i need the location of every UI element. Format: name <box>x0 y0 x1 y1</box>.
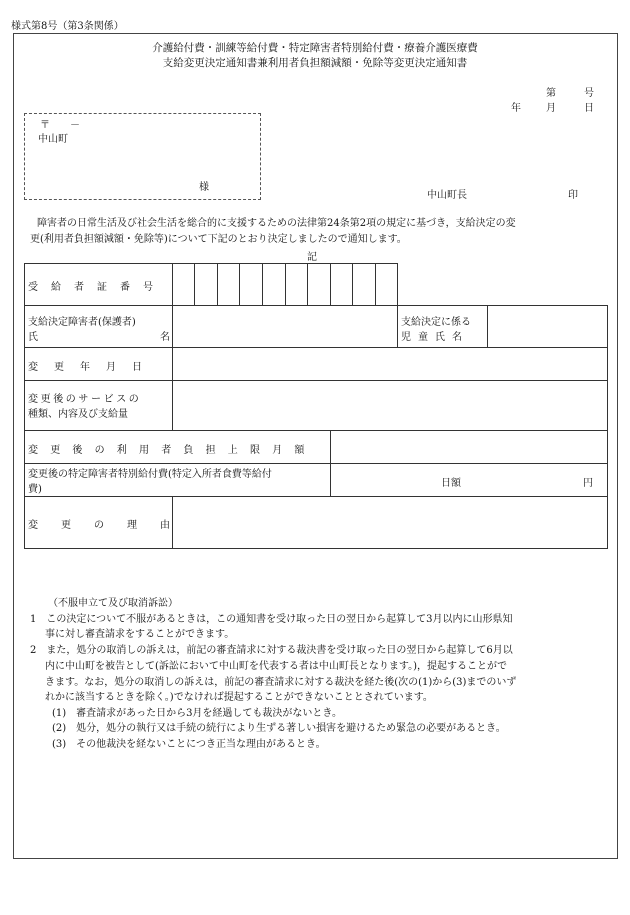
appeal-p1-line2: 事に対し審査請求をすることができます。 <box>45 629 235 640</box>
doc-no-dai: 第 <box>546 88 556 99</box>
appeal-heading: （不服申立て及び取消訴訟） <box>48 598 178 609</box>
title-line-1: 介護給付費・訓練等給付費・特定障害者特別給付費・療養介護医療費 <box>152 42 478 54</box>
label-person-mei: 名 <box>160 332 170 343</box>
address-sama: 様 <box>199 182 209 193</box>
label-recipient-number <box>28 278 168 293</box>
label-reason: 変更の理由 <box>28 520 193 531</box>
intro-line-1: 障害者の日常生活及び社会生活を総合的に支援するための法律第24条第2項の規定に基づき，支給決定の変 <box>37 218 516 229</box>
label-child-line2: 児童氏名 <box>401 332 469 343</box>
appeal-p2-line1: 2 また，処分の取消しの訴えは，前記の審査請求に対する裁決書を受け取った日の翌日から起算して6月以 <box>30 645 513 656</box>
label-yen: 円 <box>583 478 593 489</box>
ki-heading: 記 <box>307 252 317 263</box>
appeal-item-3: (3) その他裁決を経ないことにつき正当な理由があるとき。 <box>52 739 326 750</box>
form-number: 様式第8号（第3条関係） <box>11 21 124 32</box>
label-change-date: 変更年月日 <box>28 362 158 373</box>
label-person-shi: 氏 <box>28 332 38 343</box>
label-recipient-number-text: 受給者証番号 <box>28 282 166 293</box>
issuer-name: 中山町長 <box>427 190 467 201</box>
appeal-p2-line2: 内に中山町を被告として(訴訟において中山町を代表する者は中山町長となります。)，提起することがで <box>45 661 508 672</box>
label-special-line2: 費) <box>28 484 42 495</box>
label-special-line1: 変更後の特定障害者特別給付費(特定入所者食費等給付 <box>28 469 272 480</box>
date-month: 月 <box>546 103 556 114</box>
address-town: 中山町 <box>38 134 68 145</box>
date-year: 年 <box>511 103 521 114</box>
appeal-item-2: (2) 処分，処分の執行又は手続の続行により生ずる著しい損害を避けるため緊急の必要があるとき。 <box>52 723 506 734</box>
appeal-item-1: (1) 審査請求があった日から3月を経過しても裁決がないとき。 <box>52 708 343 719</box>
label-service-line2: 種類、内容及び支給量 <box>28 409 128 420</box>
label-service-line1: 変更後のサービスの <box>28 394 142 405</box>
postal-mark: 〒 － <box>40 120 80 131</box>
issuer-seal: 印 <box>568 190 578 201</box>
label-person-line1: 支給決定障害者(保護者) <box>28 317 136 328</box>
appeal-p2-line3: きます。なお，処分の取消しの訴えは，前記の審査請求に対する裁決を経た後(次の(1)から(3)までのいず <box>45 677 517 688</box>
appeal-p1-line1: 1 この決定について不服があるときは，この通知書を受け取った日の翌日から起算して3月以内に山形県知 <box>30 614 513 625</box>
label-daily-amount: 日額 <box>441 478 461 489</box>
appeal-p2-line4: れかに該当するときを除く。)でなければ提起することができないこととされています。 <box>45 692 433 703</box>
label-burden-limit: 変更後の利用者負担上限月額 <box>28 445 317 456</box>
title-line-2: 支給変更決定通知書兼利用者負担額減額・免除等変更決定通知書 <box>162 57 468 69</box>
label-child-line1: 支給決定に係る <box>401 317 471 328</box>
doc-no-go: 号 <box>584 88 594 99</box>
intro-line-2: 更(利用者負担額減額・免除等)について下記のとおり決定しましたので通知します。 <box>30 234 407 245</box>
date-day: 日 <box>584 103 594 114</box>
